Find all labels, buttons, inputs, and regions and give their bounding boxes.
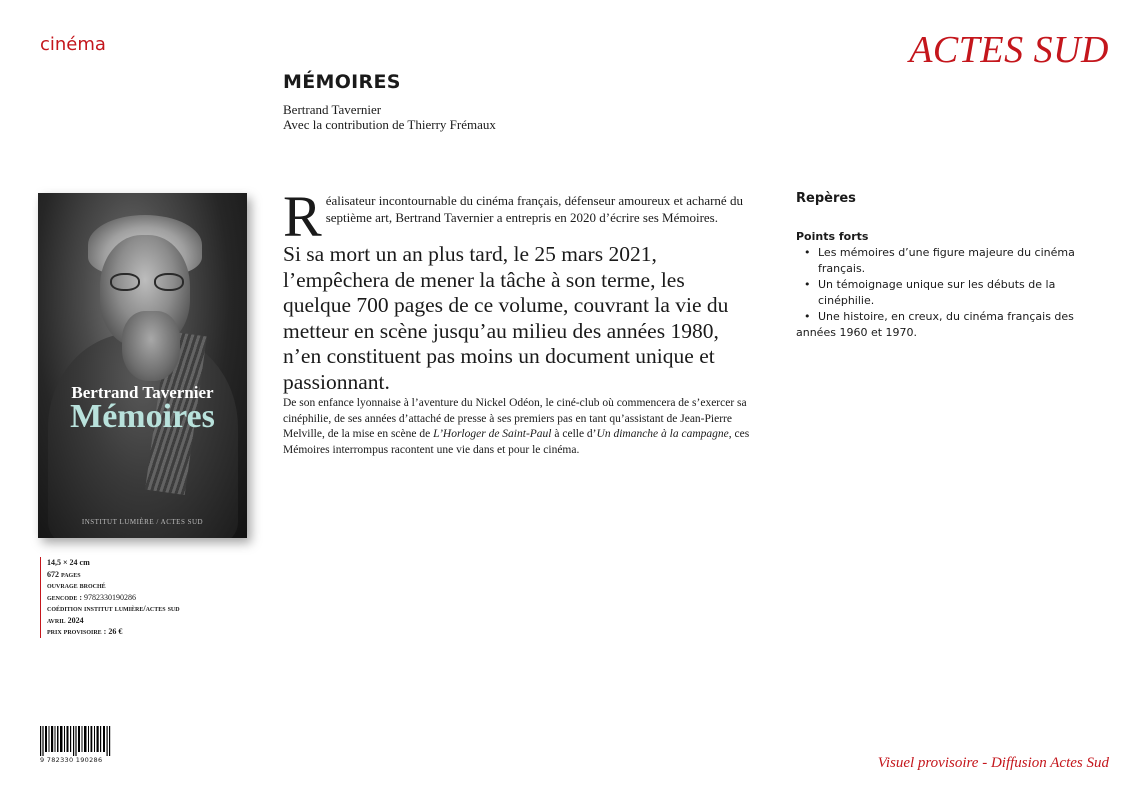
points-forts-heading: Points forts	[796, 230, 869, 243]
intro-paragraph	[283, 184, 753, 249]
film-title: Un dimanche à la campagne	[596, 428, 729, 440]
drop-cap: R	[283, 184, 322, 249]
book-cover	[38, 193, 247, 538]
bullet-icon: •	[804, 246, 811, 259]
list-item: • Une histoire, en creux, du cinéma français des années 1960 et 1970.	[796, 310, 1074, 339]
publisher-logo: ACTES SUD	[909, 29, 1109, 71]
book-specs	[40, 557, 180, 638]
cover-photo-hand	[122, 311, 180, 381]
bullet-icon: •	[804, 310, 811, 323]
author-name: Bertrand Tavernier	[283, 102, 382, 117]
points-forts-list	[796, 245, 1096, 341]
spec-gencode: gencode : 9782330190286	[47, 592, 137, 602]
cover-title: Mémoires	[70, 398, 215, 435]
category-label: cinéma	[40, 34, 106, 55]
cover-photo-glasses	[110, 273, 184, 293]
film-title: L’Horloger de Saint-Paul	[433, 428, 552, 440]
cover-publisher: INSTITUT LUMIÈRE / ACTES SUD	[81, 518, 204, 526]
reperes-section	[796, 191, 1096, 341]
lead-paragraph: Si sa mort un an plus tard, le 25 mars 2021, l’empêchera de mener la tâche à son terme, les quelque 700 pages de ce volume, couvrant la vie du metteur en scène jusqu’au milieu des années 1980, n’en constituent pas moins un document unique et passionnant.	[283, 242, 729, 394]
reperes-heading: Repères	[796, 191, 856, 206]
barcode-bars	[40, 726, 112, 756]
bullet-icon: •	[804, 278, 811, 291]
cover-author: Bertrand Tavernier	[71, 383, 214, 402]
spec-price: prix provisoire : 26 €	[47, 627, 123, 636]
spec-format: 14,5 × 24 cm	[47, 558, 90, 567]
spec-pages: 672 pages	[47, 569, 81, 579]
contribution-line: Avec la contribution de Thierry Frémaux	[283, 117, 496, 132]
list-item: • Un témoignage unique sur les débuts de la cinéphilie.	[804, 278, 1056, 307]
book-credits	[283, 102, 496, 132]
barcode	[40, 726, 112, 766]
spec-date: avril 2024	[47, 615, 84, 625]
book-title: MÉMOIRES	[283, 71, 401, 93]
spec-binding: ouvrage broché	[47, 581, 106, 590]
body-paragraph: De son enfance lyonnaise à l’aventure du Nickel Odéon, le ciné-club où commencera de s’exercer sa cinéphilie, de ses années d’attaché de presse à ses premiers pas en tant qu’assistant de Jean-Pierre Melville, de la mise en scène de L’Horloger de Saint-Paul à celle d’Un dimanche à la campagne, ces Mémoires interrompus racontent une vie dans et pour le cinéma.	[283, 397, 750, 456]
barcode-number: 9 782330 190286	[40, 756, 103, 764]
spec-coedition: coédition institut lumière/actes sud	[47, 604, 180, 613]
list-item: • Les mémoires d’une figure majeure du cinéma français.	[804, 246, 1075, 275]
footer-note: Visuel provisoire - Diffusion Actes Sud	[877, 755, 1109, 771]
intro-text: éalisateur incontournable du cinéma français, défenseur amoureux et acharné du septième art, Bertrand Tavernier a entrepris en 2020 d’écrire ses Mémoires.	[325, 193, 743, 225]
